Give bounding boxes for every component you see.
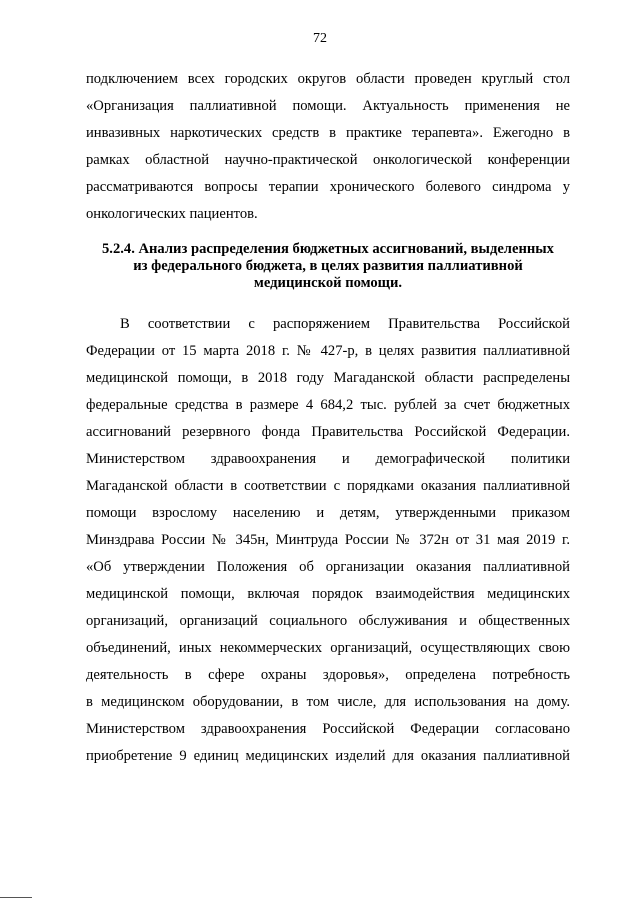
paragraph-line: рамках областной научно-практической онкологической конференции [86,152,570,168]
paragraph-line: организаций, организаций социального обслуживания и общественных [86,613,570,629]
paragraph-line: инвазивных наркотических средств в практике терапевта». Ежегодно в [86,125,570,141]
paragraph-line: Министерством здравоохранения и демографической политики [86,451,570,467]
paragraph-line: Министерством здравоохранения Российской Федерации согласовано [86,721,570,737]
paragraph-line: рассматриваются вопросы терапии хронического болевого синдрома у [86,179,570,195]
paragraph-line: Федерации от 15 марта 2018 г. № 427-р, в целях развития паллиативной [86,343,570,359]
paragraph-line: федеральные средства в размере 4 684,2 тыс. рублей за счет бюджетных [86,397,570,413]
paragraph-line: ассигнований резервного фонда Правительства Российской Федерации. [86,424,570,440]
section-heading: медицинской помощи. [253,275,403,291]
paragraph-line: Минздрава России № 345н, Минтруда России № 372н от 31 мая 2019 г. [86,532,570,548]
paragraph-line: В соответствии с распоряжением Правительства Российской [120,316,570,332]
section-heading: 5.2.4. Анализ распределения бюджетных ассигнований, выделенных [102,241,554,257]
paragraph-line: «Организация паллиативной помощи. Актуальность применения не [86,98,570,114]
section-heading: из федерального бюджета, в целях развития паллиативной [133,258,523,274]
paragraph-line: помощи взрослому населению и детям, утвержденными приказом [86,505,570,521]
paragraph-line: медицинской помощи, включая порядок взаимодействия медицинских [86,586,570,602]
paragraph-line: деятельность в сфере охраны здоровья», определена потребность [86,667,570,683]
paragraph-line: медицинской помощи, в 2018 году Магаданской области распределены [86,370,570,386]
paragraph-line: в медицинском оборудовании, в том числе, для использования на дому. [86,694,570,710]
paragraph-line: «Об утверждении Положения об организации оказания паллиативной [86,559,570,575]
page-number: 72 [313,31,327,46]
scan-edge-mark [0,897,32,898]
paragraph-line: приобретение 9 единиц медицинских изделий для оказания паллиативной [86,748,570,764]
paragraph-line: онкологических пациентов. [86,206,258,222]
paragraph-line: Магаданской области в соответствии с порядками оказания паллиативной [86,478,570,494]
paragraph-line: подключением всех городских округов области проведен круглый стол [86,71,570,87]
paragraph-line: объединений, иных некоммерческих организаций, осуществляющих свою [86,640,570,656]
